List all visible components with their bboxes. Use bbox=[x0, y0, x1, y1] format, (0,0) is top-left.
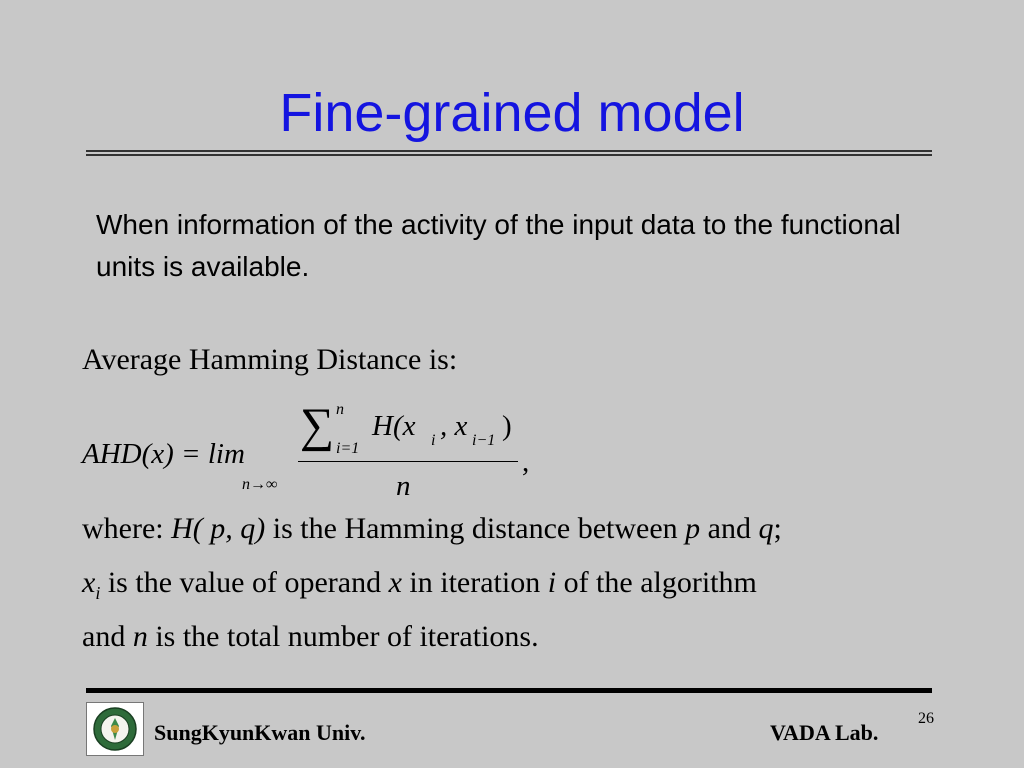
fraction-bar bbox=[298, 461, 518, 462]
ahd-label: Average Hamming Distance is: bbox=[82, 343, 458, 376]
formula-lhs: AHD(x) = lim bbox=[82, 438, 245, 470]
var-x: x bbox=[82, 566, 96, 599]
where-text-4: ; bbox=[773, 512, 782, 545]
intro-paragraph: When information of the activity of the input data to the functional units is available. bbox=[96, 209, 901, 282]
xi-text-3: of the algorithm bbox=[556, 566, 757, 599]
var-i-sub: i bbox=[95, 583, 101, 603]
formula-lim-sub: n→∞ bbox=[242, 476, 278, 493]
footer-rule bbox=[86, 688, 932, 693]
formula-trailing-comma: , bbox=[522, 446, 530, 478]
university-seal-icon bbox=[86, 702, 144, 756]
where-text-3: and bbox=[700, 512, 759, 545]
formula-num-sub-i1: i−1 bbox=[472, 432, 496, 449]
var-q: q bbox=[758, 512, 774, 545]
var-p: p bbox=[685, 512, 701, 545]
formula-num-sub-i: i bbox=[431, 432, 436, 449]
page-number: 26 bbox=[918, 710, 934, 727]
and-text-2: is the total number of iterations. bbox=[147, 620, 539, 653]
and-line bbox=[82, 620, 539, 654]
slide-title: Fine-grained model bbox=[279, 83, 745, 143]
xi-text-2: in iteration bbox=[401, 566, 548, 599]
formula-num-comma: , x bbox=[440, 410, 468, 442]
formula-sigma: ∑ bbox=[300, 399, 335, 452]
hamming-function: H( p, q) bbox=[171, 512, 266, 545]
and-text-1: and bbox=[82, 620, 133, 653]
formula-sum-sup: n bbox=[336, 401, 344, 418]
where-text-2: is the Hamming distance between bbox=[265, 512, 686, 545]
xi-text-1: is the value of operand bbox=[100, 566, 389, 599]
formula-num-close: ) bbox=[502, 410, 512, 442]
footer-university: SungKyunKwan Univ. bbox=[154, 720, 366, 745]
where-text: where: bbox=[82, 512, 172, 545]
formula-denominator: n bbox=[396, 470, 411, 502]
xi-line bbox=[82, 566, 757, 604]
formula-sum-sub: i=1 bbox=[336, 440, 360, 457]
var-n: n bbox=[132, 620, 148, 653]
formula-numerator: H(x bbox=[372, 410, 416, 442]
var-x-2: x bbox=[388, 566, 402, 599]
var-i: i bbox=[547, 566, 557, 599]
footer-lab: VADA Lab. bbox=[770, 720, 879, 745]
where-line bbox=[82, 512, 782, 546]
